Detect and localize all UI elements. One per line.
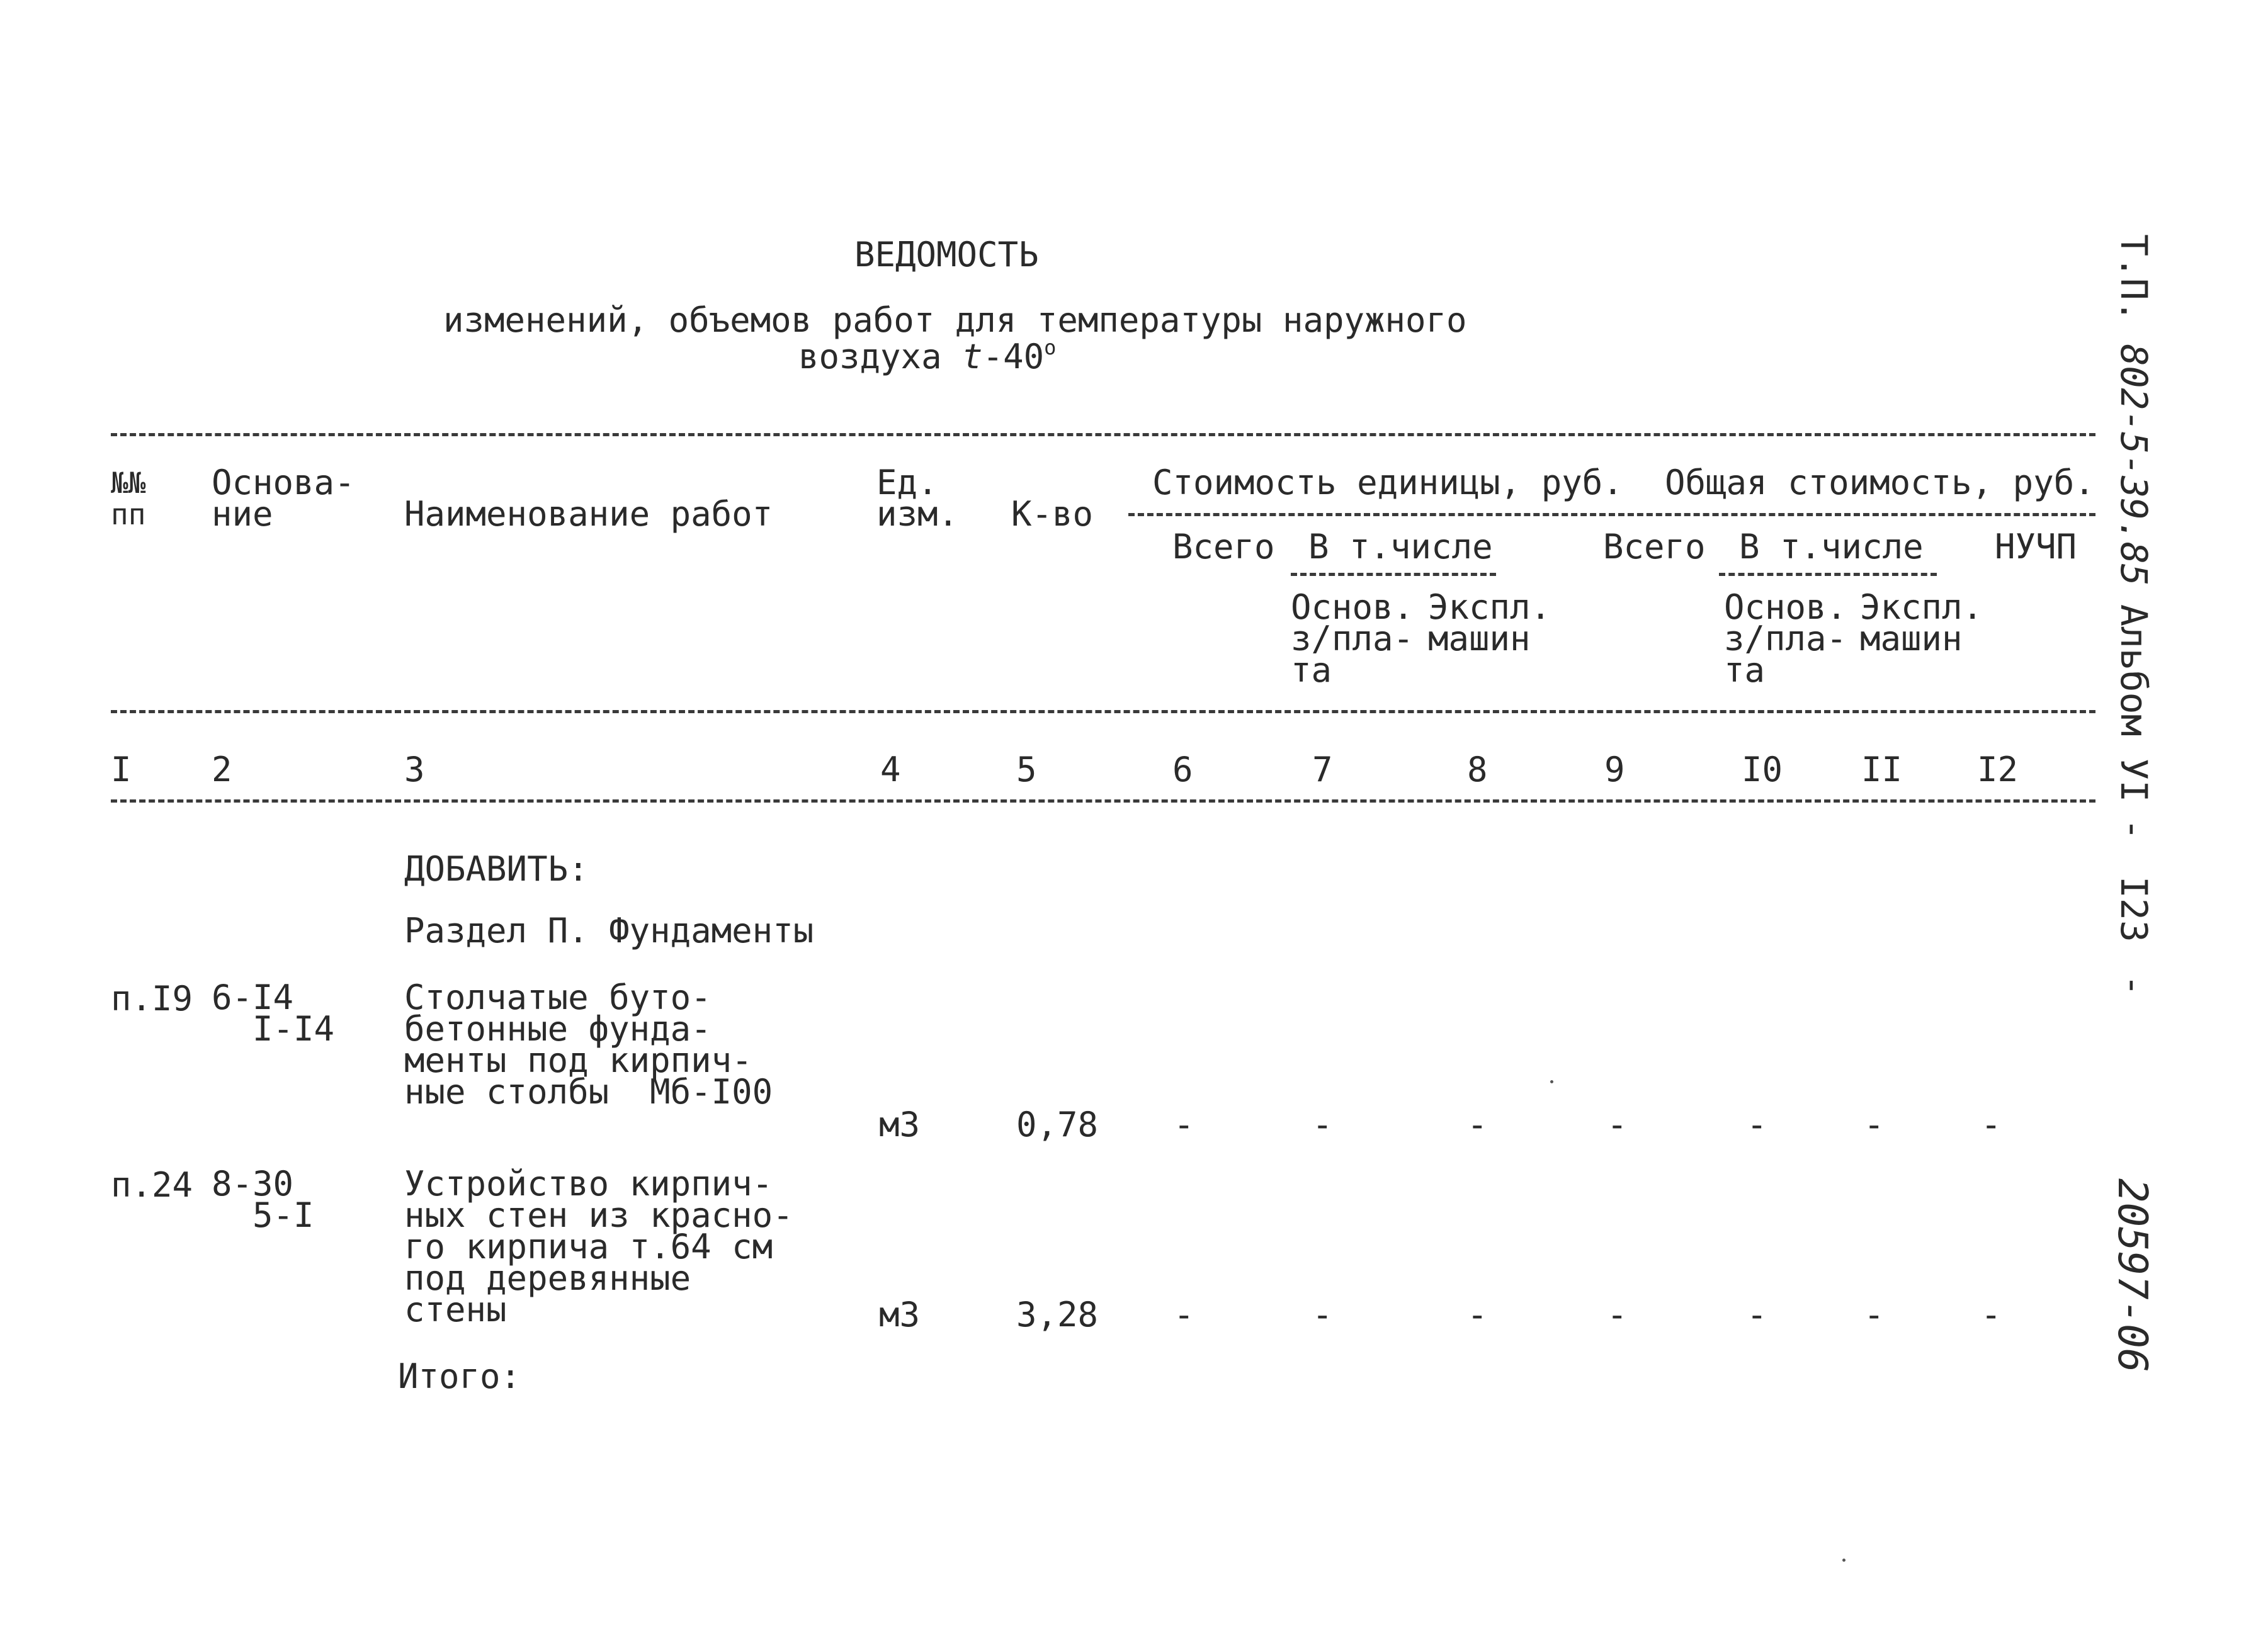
header-name: Наименование работ [404,494,773,534]
header-incl-2: В т.числе [1739,527,1924,567]
row-cost: - [1174,1105,1194,1144]
row-cost: - [1174,1295,1194,1334]
header-total-2: Всего [1603,527,1706,567]
row-qty: 0,78 [1016,1105,1099,1144]
row-cost: - [1312,1105,1333,1144]
row-cost: - [1607,1295,1628,1334]
cost-group-rule [1128,513,2095,516]
margin-album: Альбом УI [2112,604,2155,803]
header-unit: Ед. изм. [876,463,959,534]
row-basis: 8-30 5-I [212,1164,314,1235]
row-cost: - [1312,1295,1333,1334]
header-basis: Основа- ние [212,463,355,534]
incl-rule-1 [1291,573,1496,576]
margin-dash-1: - [2112,818,2155,840]
row-cost: - [1747,1105,1767,1144]
row-unit: м3 [879,1105,921,1144]
incl-rule-2 [1719,573,1937,576]
subtitle-value: -40 [982,337,1045,376]
header-machines: Экспл. машин [1428,587,1551,658]
margin-prefix: Т.П. [2112,234,2155,322]
margin-page-number: I23 [2112,876,2155,942]
col-number-11: II [1861,750,1903,789]
add-heading: ДОБАВИТЬ: [404,849,589,889]
margin-sheet-code: 20597-06 [2109,1178,2155,1373]
col-number-4: 4 [880,750,901,789]
row-cost: - [1864,1105,1885,1144]
row-basis: 6-I4 I-I4 [212,978,335,1049]
row-name: Столчатые буто- бетонные фунда- менты под кирпич- ные столбы Мб-I00 [404,978,773,1112]
header-machines-2: Экспл. машин [1860,587,1983,658]
subtitle-variable: t [962,337,983,376]
row-cost: - [1747,1295,1767,1334]
row-num: п.24 [111,1165,193,1205]
header-wages-2: Основ. з/пла- та [1724,587,1847,690]
document-subtitle-line2 [798,337,1056,374]
col-number-12: I2 [1977,750,2019,789]
row-name: Устройство кирпич- ных стен из красно- го кирпича т.64 см под деревянные стены [404,1164,793,1329]
document-subtitle-line1: изменений, объемов работ для температуры наружного [443,300,1467,340]
col-number-rule [111,799,2095,803]
section-heading: Раздел П. Фундаменты [404,911,814,951]
scan-speck [1842,1559,1846,1562]
margin-project-code [2112,234,2155,586]
subtitle-prefix: воздуха [798,337,942,376]
header-unit-cost: Стоимость единицы, руб. [1152,463,1623,502]
scan-speck [1550,1080,1553,1083]
col-number-10: I0 [1742,750,1783,789]
row-cost: - [1981,1295,2002,1334]
col-number-9: 9 [1604,750,1625,789]
col-number-8: 8 [1467,750,1488,789]
header-bottom-rule [111,710,2095,713]
row-unit: м3 [879,1295,921,1334]
header-total: Всего [1172,527,1275,567]
col-number-2: 2 [212,750,232,789]
header-top-rule [111,433,2095,436]
col-number-5: 5 [1016,750,1037,789]
row-cost: - [1607,1105,1628,1144]
col-number-7: 7 [1312,750,1333,789]
row-qty: 3,28 [1016,1295,1099,1334]
row-cost: - [1467,1105,1488,1144]
header-num: №№ пп [111,466,146,531]
document-title: ВЕДОМОСТЬ [854,235,1039,274]
margin-dash-2: - [2112,974,2155,996]
header-total-cost: Общая стоимость, руб. [1665,463,2095,502]
header-incl: В т.числе [1308,527,1493,567]
col-number-1: I [111,750,132,789]
margin-code: 802-5-39.85 [2112,344,2155,586]
header-wages: Основ. з/пла- та [1291,587,1414,690]
header-qty: К-во [1011,494,1094,534]
row-num: п.I9 [111,979,193,1018]
row-cost: - [1467,1295,1488,1334]
col-number-3: 3 [404,750,425,789]
col-number-6: 6 [1172,750,1193,789]
row-cost: - [1981,1105,2002,1144]
total-label: Итого: [398,1357,521,1396]
degree-mark: o [1044,336,1057,359]
row-cost: - [1864,1295,1885,1334]
header-nuchp: НУЧП [1995,527,2077,567]
